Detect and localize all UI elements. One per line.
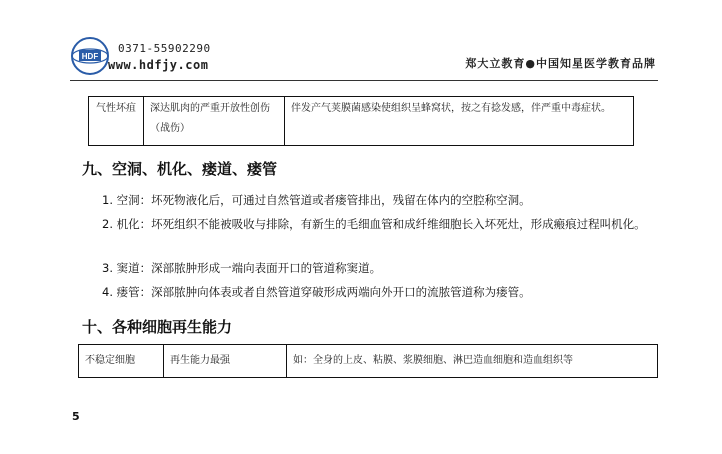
cell-regeneration-table (78, 344, 658, 378)
list-item: 4. 瘘管：深部脓肿向体表或者自然管道穿破形成两端向外开口的流脓管道称为瘘管。 (102, 285, 531, 299)
gas-gangrene-table (88, 96, 634, 146)
header-divider (70, 80, 658, 81)
header-url[interactable]: www.hdfjy.com (108, 58, 209, 72)
section-10-title: 十、各种细胞再生能力 (82, 318, 233, 336)
section-9-title: 九、空洞、机化、瘘道、瘘管 (82, 160, 278, 178)
page-number: 5 (72, 410, 80, 423)
page-header (70, 36, 658, 82)
table-cell-example: 如：全身的上皮、粘膜、浆膜细胞、淋巴造血细胞和造血组织等 (287, 345, 658, 378)
list-item: 3. 窦道：深部脓肿形成一端向表面开口的管道称窦道。 (102, 261, 382, 275)
table-row (79, 345, 658, 378)
table-row (89, 97, 634, 146)
table-cell-feature: 伴发产气荚膜菌感染使组织呈蜂窝状，按之有捻发感，伴严重中毒症状。 (285, 97, 634, 146)
list-item: 2. 机化：坏死组织不能被吸收与排除，有新生的毛细血管和成纤维细胞长入坏死灶，形成瘢痕过程叫机化。 (102, 217, 646, 231)
table-cell-ability: 再生能力最强 (164, 345, 287, 378)
header-phone: 0371-55902290 (118, 42, 211, 55)
header-slogan: 郑大立教育●中国知星医学教育品牌 (465, 57, 656, 70)
list-item: 1. 空洞：坏死物液化后，可通过自然管道或者瘘管排出，残留在体内的空腔称空洞。 (102, 193, 531, 207)
svg-text:HDF: HDF (81, 52, 99, 61)
table-cell-type: 不稳定细胞 (79, 345, 164, 378)
hdfjy-logo-icon (70, 36, 112, 76)
table-cell-cause: 深达肌肉的严重开放性创伤（战伤） (144, 97, 285, 146)
table-cell-type: 气性坏疽 (89, 97, 144, 146)
